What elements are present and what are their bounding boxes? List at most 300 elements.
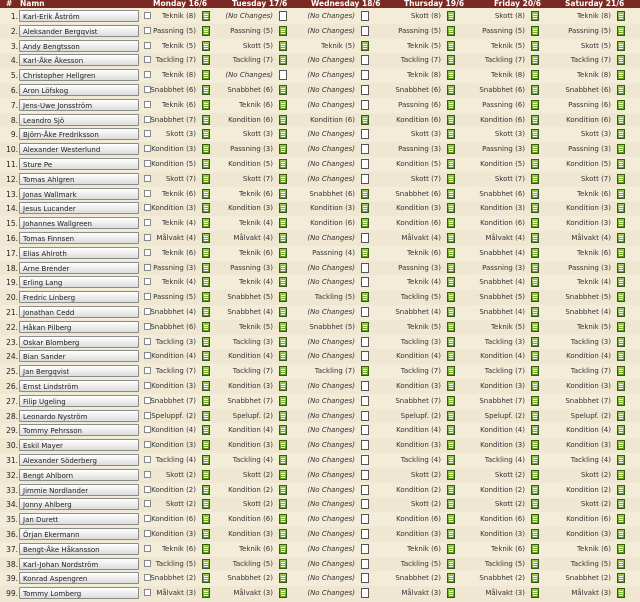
blank-sheet-icon[interactable] — [361, 559, 369, 569]
training-plan-icon[interactable] — [617, 544, 625, 554]
training-plan-icon[interactable] — [202, 100, 210, 110]
training-plan-icon[interactable] — [531, 411, 539, 421]
training-plan-icon[interactable] — [617, 70, 625, 80]
training-plan-icon[interactable] — [447, 218, 455, 228]
player-name-button[interactable]: Tomas Finnsen — [19, 232, 139, 244]
training-plan-icon[interactable] — [202, 351, 210, 361]
training-plan-icon[interactable] — [361, 189, 369, 199]
training-plan-icon[interactable] — [202, 115, 210, 125]
training-type: Teknik (5) — [406, 322, 441, 331]
training-plan-icon[interactable] — [202, 514, 210, 524]
training-plan-icon[interactable] — [279, 425, 287, 435]
training-plan-icon[interactable] — [279, 322, 287, 332]
training-plan-icon[interactable] — [279, 248, 287, 258]
training-plan-icon[interactable] — [531, 115, 539, 125]
training-plan-icon[interactable] — [447, 277, 455, 287]
training-plan-icon[interactable] — [361, 322, 369, 332]
training-plan-icon[interactable] — [447, 115, 455, 125]
training-plan-icon[interactable] — [531, 440, 539, 450]
training-plan-icon[interactable] — [617, 307, 625, 317]
training-plan-icon[interactable] — [447, 292, 455, 302]
training-plan-icon[interactable] — [447, 499, 455, 509]
training-cell — [386, 113, 461, 128]
player-name-button[interactable]: Alexander Söderberg — [19, 454, 139, 466]
training-plan-icon[interactable] — [531, 425, 539, 435]
training-plan-icon[interactable] — [447, 159, 455, 169]
training-plan-icon[interactable] — [202, 425, 210, 435]
training-plan-icon[interactable] — [447, 544, 455, 554]
training-type: (No Changes) — [307, 574, 355, 583]
blank-sheet-icon[interactable] — [361, 70, 369, 80]
training-plan-icon[interactable] — [279, 529, 287, 539]
blank-sheet-icon[interactable] — [361, 85, 369, 95]
training-plan-icon[interactable] — [531, 588, 539, 598]
blank-sheet-icon[interactable] — [361, 144, 369, 154]
training-plan-icon[interactable] — [531, 292, 539, 302]
training-plan-icon[interactable] — [202, 248, 210, 258]
blank-sheet-icon[interactable] — [361, 499, 369, 509]
training-plan-icon[interactable] — [531, 544, 539, 554]
training-cell — [556, 113, 631, 128]
training-plan-icon[interactable] — [617, 559, 625, 569]
training-plan-icon[interactable] — [361, 41, 369, 51]
training-plan-icon[interactable] — [202, 440, 210, 450]
blank-sheet-icon[interactable] — [361, 174, 369, 184]
training-plan-icon[interactable] — [202, 559, 210, 569]
training-plan-icon[interactable] — [617, 248, 625, 258]
training-plan-icon[interactable] — [202, 144, 210, 154]
training-plan-icon[interactable] — [447, 470, 455, 480]
training-plan-icon[interactable] — [361, 292, 369, 302]
training-plan-icon[interactable] — [279, 499, 287, 509]
training-plan-icon[interactable] — [202, 203, 210, 213]
training-plan-icon[interactable] — [617, 277, 625, 287]
training-cell — [386, 275, 461, 290]
player-name-button[interactable]: Elias Ahlroth — [19, 247, 139, 259]
training-plan-icon[interactable] — [617, 366, 625, 376]
training-plan-icon[interactable] — [447, 203, 455, 213]
player-name-button[interactable]: Jan Bergqvist — [19, 365, 139, 377]
training-plan-icon[interactable] — [279, 307, 287, 317]
training-plan-icon[interactable] — [447, 440, 455, 450]
training-plan-icon[interactable] — [531, 129, 539, 139]
training-plan-icon[interactable] — [531, 529, 539, 539]
training-plan-icon[interactable] — [279, 396, 287, 406]
blank-sheet-icon[interactable] — [361, 26, 369, 36]
training-plan-icon[interactable] — [202, 544, 210, 554]
training-plan-icon[interactable] — [531, 337, 539, 347]
player-name-button[interactable]: Alexander Westerlund — [19, 143, 139, 155]
training-plan-icon[interactable] — [279, 144, 287, 154]
player-number: 8. — [10, 115, 18, 125]
training-plan-icon[interactable] — [531, 248, 539, 258]
training-plan-icon[interactable] — [531, 514, 539, 524]
training-plan-icon[interactable] — [202, 322, 210, 332]
training-plan-icon[interactable] — [531, 85, 539, 95]
training-plan-icon[interactable] — [202, 174, 210, 184]
player-name-button[interactable]: Leandro Sjö — [19, 114, 139, 126]
training-plan-icon[interactable] — [531, 189, 539, 199]
training-plan-icon[interactable] — [361, 115, 369, 125]
training-plan-icon[interactable] — [279, 277, 287, 287]
training-plan-icon[interactable] — [447, 144, 455, 154]
training-plan-icon[interactable] — [279, 411, 287, 421]
training-plan-icon[interactable] — [531, 70, 539, 80]
training-plan-icon[interactable] — [279, 26, 287, 36]
training-plan-icon[interactable] — [202, 70, 210, 80]
training-plan-icon[interactable] — [279, 218, 287, 228]
blank-sheet-icon[interactable] — [361, 455, 369, 465]
training-type: Snabbhet (2) — [395, 574, 441, 583]
player-name-button[interactable]: Jonny Ahlberg — [19, 498, 139, 510]
training-plan-icon[interactable] — [279, 159, 287, 169]
training-plan-icon[interactable] — [202, 129, 210, 139]
blank-sheet-icon[interactable] — [361, 396, 369, 406]
training-plan-icon[interactable] — [617, 233, 625, 243]
blank-sheet-icon[interactable] — [361, 337, 369, 347]
training-plan-icon[interactable] — [617, 440, 625, 450]
player-name-button[interactable]: Leonardo Nyström — [19, 410, 139, 422]
training-plan-icon[interactable] — [202, 292, 210, 302]
training-plan-icon[interactable] — [617, 529, 625, 539]
training-plan-icon[interactable] — [617, 485, 625, 495]
training-plan-icon[interactable] — [531, 307, 539, 317]
training-cell — [141, 201, 216, 216]
training-plan-icon[interactable] — [617, 322, 625, 332]
player-name-button[interactable]: Johannes Wallgreen — [19, 217, 139, 229]
player-name-button[interactable]: Björn-Åke Fredriksson — [19, 128, 139, 140]
training-plan-icon[interactable] — [531, 41, 539, 51]
training-plan-icon[interactable] — [617, 174, 625, 184]
training-plan-icon[interactable] — [202, 233, 210, 243]
player-name-button[interactable]: Jonathan Cedd — [19, 306, 139, 318]
player-name-button[interactable]: Håkan Pilberg — [19, 321, 139, 333]
training-cell — [141, 423, 216, 438]
training-plan-icon[interactable] — [617, 55, 625, 65]
blank-sheet-icon[interactable] — [361, 485, 369, 495]
blank-sheet-icon[interactable] — [361, 100, 369, 110]
player-name-button[interactable]: Jesus Lucander — [19, 202, 139, 214]
training-plan-icon[interactable] — [531, 559, 539, 569]
training-plan-icon[interactable] — [617, 115, 625, 125]
training-plan-icon[interactable] — [202, 455, 210, 465]
blank-sheet-icon[interactable] — [361, 514, 369, 524]
training-plan-icon[interactable] — [202, 11, 210, 21]
training-plan-icon[interactable] — [531, 159, 539, 169]
training-plan-icon[interactable] — [279, 85, 287, 95]
training-plan-icon[interactable] — [447, 514, 455, 524]
blank-sheet-icon[interactable] — [279, 11, 287, 21]
player-name-button[interactable]: Bengt Ahlborn — [19, 469, 139, 481]
player-name-button[interactable]: Karl-Erik Åström — [19, 10, 139, 22]
training-plan-icon[interactable] — [279, 129, 287, 139]
blank-sheet-icon[interactable] — [361, 11, 369, 21]
training-plan-icon[interactable] — [279, 470, 287, 480]
training-plan-icon[interactable] — [617, 425, 625, 435]
training-plan-icon[interactable] — [531, 233, 539, 243]
blank-sheet-icon[interactable] — [361, 263, 369, 273]
training-type: Snabbhet (4) — [479, 308, 525, 316]
training-plan-icon[interactable] — [447, 11, 455, 21]
blank-sheet-icon[interactable] — [279, 70, 287, 80]
training-plan-icon[interactable] — [279, 263, 287, 273]
training-plan-icon[interactable] — [617, 470, 625, 480]
training-plan-icon[interactable] — [447, 129, 455, 139]
player-name-button[interactable]: Örjan Ekermann — [19, 528, 139, 540]
training-plan-icon[interactable] — [447, 411, 455, 421]
training-plan-icon[interactable] — [202, 218, 210, 228]
training-plan-icon[interactable] — [447, 529, 455, 539]
training-plan-icon[interactable] — [617, 203, 625, 213]
training-plan-icon[interactable] — [279, 440, 287, 450]
player-name-button[interactable]: Eskil Mayer — [19, 439, 139, 451]
training-plan-icon[interactable] — [531, 100, 539, 110]
training-plan-icon[interactable] — [531, 203, 539, 213]
training-plan-icon[interactable] — [202, 41, 210, 51]
training-plan-icon[interactable] — [447, 263, 455, 273]
training-plan-icon[interactable] — [617, 514, 625, 524]
training-plan-icon[interactable] — [279, 514, 287, 524]
training-plan-icon[interactable] — [202, 411, 210, 421]
player-name-button[interactable]: Tommy Pehrsson — [19, 424, 139, 436]
training-plan-icon[interactable] — [202, 499, 210, 509]
name-header[interactable]: Namn — [20, 0, 45, 8]
training-plan-icon[interactable] — [617, 263, 625, 273]
training-plan-icon[interactable] — [531, 277, 539, 287]
training-plan-icon[interactable] — [279, 351, 287, 361]
training-plan-icon[interactable] — [202, 588, 210, 598]
training-plan-icon[interactable] — [531, 322, 539, 332]
training-plan-icon[interactable] — [531, 26, 539, 36]
training-plan-icon[interactable] — [531, 381, 539, 391]
player-name-button[interactable]: Oskar Blomberg — [19, 336, 139, 348]
training-cell — [556, 335, 631, 350]
blank-sheet-icon[interactable] — [361, 381, 369, 391]
training-plan-icon[interactable] — [447, 425, 455, 435]
player-name-button[interactable]: Arne Brender — [19, 262, 139, 274]
training-plan-icon[interactable] — [279, 233, 287, 243]
training-plan-icon[interactable] — [617, 41, 625, 51]
training-plan-icon[interactable] — [279, 115, 287, 125]
player-name-button[interactable]: Jonas Wallmark — [19, 188, 139, 200]
training-plan-icon[interactable] — [279, 573, 287, 583]
training-plan-icon[interactable] — [617, 455, 625, 465]
training-plan-icon[interactable] — [617, 189, 625, 199]
training-plan-icon[interactable] — [531, 366, 539, 376]
training-plan-icon[interactable] — [447, 189, 455, 199]
training-plan-icon[interactable] — [447, 174, 455, 184]
training-plan-icon[interactable] — [279, 174, 287, 184]
training-plan-icon[interactable] — [617, 85, 625, 95]
player-name-button[interactable]: Andy Bengtsson — [19, 40, 139, 52]
player-name-button[interactable]: Aleksander Bergqvist — [19, 25, 139, 37]
training-plan-icon[interactable] — [279, 485, 287, 495]
player-name-button[interactable]: Jimmie Nordlander — [19, 484, 139, 496]
training-plan-icon[interactable] — [447, 396, 455, 406]
training-plan-icon[interactable] — [447, 26, 455, 36]
training-plan-icon[interactable] — [617, 144, 625, 154]
training-plan-icon[interactable] — [617, 159, 625, 169]
training-plan-icon[interactable] — [617, 411, 625, 421]
training-cell — [141, 231, 216, 246]
training-plan-icon[interactable] — [531, 11, 539, 21]
training-plan-icon[interactable] — [202, 529, 210, 539]
table-row — [0, 497, 640, 512]
blank-sheet-icon[interactable] — [361, 573, 369, 583]
player-name-button[interactable]: Erling Lang — [19, 276, 139, 288]
training-plan-icon[interactable] — [279, 366, 287, 376]
training-plan-icon[interactable] — [617, 26, 625, 36]
training-plan-icon[interactable] — [531, 396, 539, 406]
training-plan-icon[interactable] — [447, 573, 455, 583]
blank-sheet-icon[interactable] — [361, 159, 369, 169]
training-plan-icon[interactable] — [531, 455, 539, 465]
training-plan-icon[interactable] — [617, 129, 625, 139]
training-plan-icon[interactable] — [202, 85, 210, 95]
training-plan-icon[interactable] — [617, 396, 625, 406]
training-cell — [386, 527, 461, 542]
training-plan-icon[interactable] — [279, 189, 287, 199]
blank-sheet-icon[interactable] — [361, 588, 369, 598]
player-name-button[interactable]: Fredric Linberg — [19, 291, 139, 303]
training-plan-icon[interactable] — [531, 218, 539, 228]
training-plan-icon[interactable] — [202, 337, 210, 347]
training-plan-icon[interactable] — [531, 351, 539, 361]
training-type: Kondition (3) — [396, 204, 441, 213]
player-name-button[interactable]: Sture Pe — [19, 158, 139, 170]
training-plan-icon[interactable] — [447, 41, 455, 51]
training-plan-icon[interactable] — [531, 499, 539, 509]
training-plan-icon[interactable] — [202, 396, 210, 406]
player-name-button[interactable]: Konrad Aspengren — [19, 572, 139, 584]
training-plan-icon[interactable] — [202, 55, 210, 65]
blank-sheet-icon[interactable] — [361, 233, 369, 243]
player-name-button[interactable]: Ernst Lindström — [19, 380, 139, 392]
blank-sheet-icon[interactable] — [361, 425, 369, 435]
training-type: Tackling (4) — [155, 456, 196, 464]
training-plan-icon[interactable] — [202, 263, 210, 273]
player-name-button[interactable]: Karl-Åke Åkesson — [19, 54, 139, 66]
training-plan-icon[interactable] — [617, 100, 625, 110]
training-plan-icon[interactable] — [447, 485, 455, 495]
blank-sheet-icon[interactable] — [361, 55, 369, 65]
training-plan-icon[interactable] — [361, 218, 369, 228]
blank-sheet-icon[interactable] — [361, 277, 369, 287]
player-name-button[interactable]: Christopher Hellgren — [19, 69, 139, 81]
training-plan-icon[interactable] — [531, 263, 539, 273]
player-name-button[interactable]: Bengt-Åke Håkansson — [19, 543, 139, 555]
training-plan-icon[interactable] — [279, 588, 287, 598]
training-type: Teknik (4) — [161, 278, 196, 287]
training-plan-icon[interactable] — [447, 337, 455, 347]
training-plan-icon[interactable] — [279, 337, 287, 347]
training-plan-icon[interactable] — [447, 85, 455, 95]
training-plan-icon[interactable] — [617, 499, 625, 509]
training-plan-icon[interactable] — [279, 544, 287, 554]
training-plan-icon[interactable] — [617, 11, 625, 21]
blank-sheet-icon[interactable] — [361, 470, 369, 480]
table-row — [0, 305, 640, 320]
blank-sheet-icon[interactable] — [361, 351, 369, 361]
training-plan-icon[interactable] — [202, 485, 210, 495]
player-name-button[interactable]: Bian Sander — [19, 350, 139, 362]
training-plan-icon[interactable] — [447, 455, 455, 465]
training-plan-icon[interactable] — [531, 174, 539, 184]
blank-sheet-icon[interactable] — [361, 440, 369, 450]
training-plan-icon[interactable] — [447, 351, 455, 361]
player-name-button[interactable]: Tommy Lomberg — [19, 587, 139, 599]
training-plan-icon[interactable] — [617, 292, 625, 302]
training-plan-icon[interactable] — [202, 159, 210, 169]
training-plan-icon[interactable] — [202, 366, 210, 376]
training-plan-icon[interactable] — [279, 203, 287, 213]
training-plan-icon[interactable] — [617, 337, 625, 347]
blank-sheet-icon[interactable] — [361, 544, 369, 554]
training-plan-icon[interactable] — [447, 559, 455, 569]
blank-sheet-icon[interactable] — [361, 129, 369, 139]
training-plan-icon[interactable] — [361, 203, 369, 213]
training-plan-icon[interactable] — [447, 100, 455, 110]
training-plan-icon[interactable] — [531, 573, 539, 583]
training-plan-icon[interactable] — [531, 55, 539, 65]
training-plan-icon[interactable] — [617, 588, 625, 598]
training-plan-icon[interactable] — [447, 55, 455, 65]
training-plan-icon[interactable] — [447, 70, 455, 80]
training-plan-icon[interactable] — [279, 292, 287, 302]
training-plan-icon[interactable] — [447, 233, 455, 243]
blank-sheet-icon[interactable] — [361, 411, 369, 421]
training-plan-icon[interactable] — [617, 381, 625, 391]
training-plan-icon[interactable] — [279, 55, 287, 65]
training-plan-icon[interactable] — [447, 307, 455, 317]
table-row — [0, 349, 640, 364]
training-plan-icon[interactable] — [531, 485, 539, 495]
player-name-button[interactable]: Karl-Johan Nordström — [19, 558, 139, 570]
training-plan-icon[interactable] — [279, 41, 287, 51]
training-plan-icon[interactable] — [447, 588, 455, 598]
training-plan-icon[interactable] — [202, 573, 210, 583]
blank-sheet-icon[interactable] — [361, 529, 369, 539]
training-plan-icon[interactable] — [531, 470, 539, 480]
training-plan-icon[interactable] — [617, 573, 625, 583]
training-plan-icon[interactable] — [361, 366, 369, 376]
training-plan-icon[interactable] — [447, 381, 455, 391]
training-plan-icon[interactable] — [279, 455, 287, 465]
training-plan-icon[interactable] — [447, 366, 455, 376]
training-plan-icon[interactable] — [361, 248, 369, 258]
player-name-button[interactable]: Jan Durett — [19, 513, 139, 525]
training-plan-icon[interactable] — [279, 381, 287, 391]
training-plan-icon[interactable] — [202, 189, 210, 199]
training-plan-icon[interactable] — [202, 277, 210, 287]
player-name-button[interactable]: Filip Ugeling — [19, 395, 139, 407]
training-plan-icon[interactable] — [202, 26, 210, 36]
training-plan-icon[interactable] — [202, 381, 210, 391]
player-name-button[interactable]: Aron Löfskog — [19, 84, 139, 96]
player-name-button[interactable]: Tomas Ahlgren — [19, 173, 139, 185]
training-plan-icon[interactable] — [447, 322, 455, 332]
blank-sheet-icon[interactable] — [361, 307, 369, 317]
training-plan-icon[interactable] — [202, 470, 210, 480]
training-plan-icon[interactable] — [531, 144, 539, 154]
player-name-button[interactable]: Jens-Uwe Jonsström — [19, 99, 139, 111]
training-plan-icon[interactable] — [617, 218, 625, 228]
training-plan-icon[interactable] — [202, 307, 210, 317]
training-plan-icon[interactable] — [617, 351, 625, 361]
training-plan-icon[interactable] — [279, 559, 287, 569]
training-plan-icon[interactable] — [447, 248, 455, 258]
training-plan-icon[interactable] — [279, 100, 287, 110]
